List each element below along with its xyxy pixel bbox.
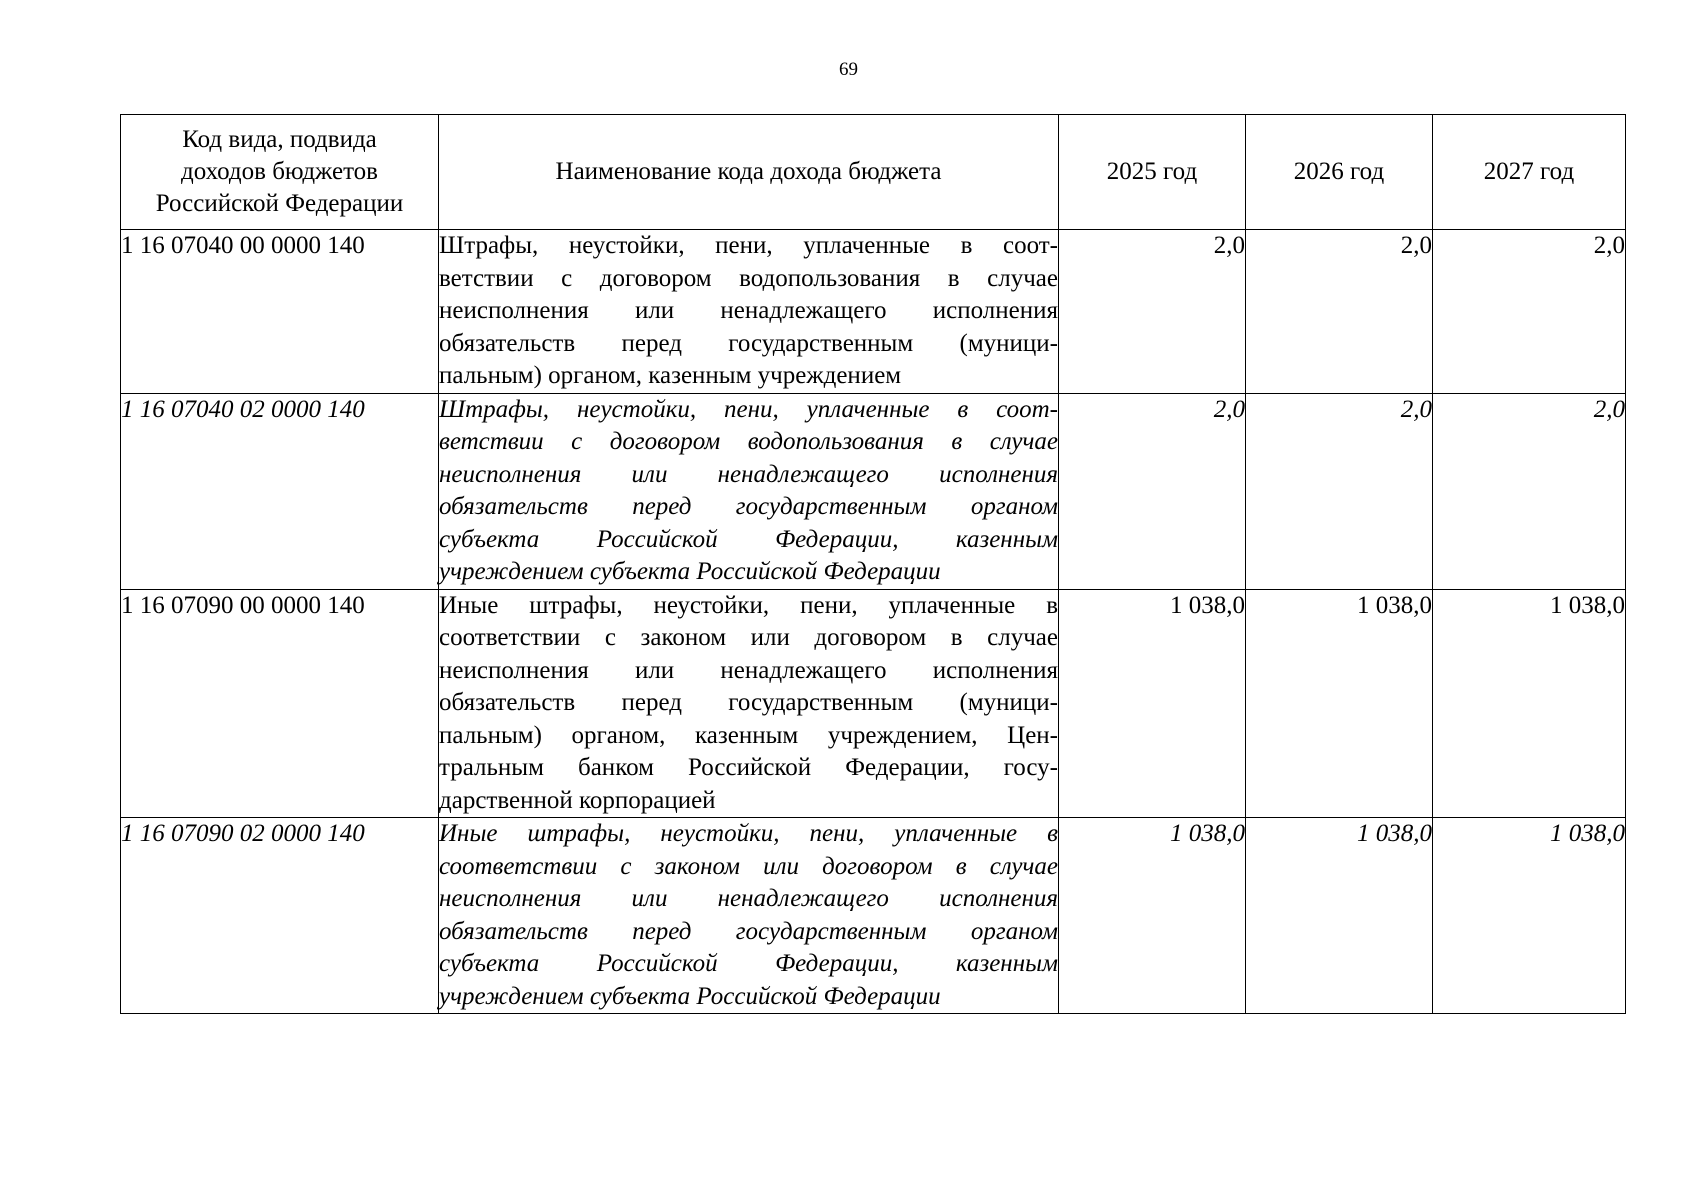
header-code [121, 115, 439, 230]
page-number: 69 [839, 59, 858, 80]
revenue-name-line: Иные штрафы, неустойки, пени, уплаченные в [439, 591, 1058, 619]
header-year-2026: 2026 год [1246, 115, 1433, 230]
table-row [121, 818, 1626, 1014]
revenue-name-line: Штрафы, неустойки, пени, уплаченные в соот- [439, 232, 1058, 259]
amount-y2025-cell: 1 038,0 [1059, 818, 1246, 1014]
revenue-name-line: учреждением субъекта Российской Федерации [439, 558, 941, 585]
revenue-name-line: обязательств перед государственным (муници- [439, 329, 1058, 357]
revenue-name-line: Штрафы, неустойки, пени, уплаченные в соот- [439, 395, 1058, 423]
revenue-name-line: неисполнения или ненадлежащего исполнения [439, 656, 1058, 684]
table-row [121, 589, 1626, 818]
revenue-name-line: ветствии с договором водопользования в случае [439, 264, 1058, 292]
header-name: Наименование кода дохода бюджета [439, 115, 1059, 230]
revenue-code-cell: 1 16 07040 02 0000 140 [121, 393, 439, 589]
header-code-line: Российской Федерации [155, 190, 404, 217]
revenue-name-line: Иные штрафы, неустойки, пени, уплаченные в [439, 820, 1058, 847]
amount-y2027-cell: 1 038,0 [1433, 818, 1626, 1014]
header-year-2027: 2027 год [1433, 115, 1626, 230]
revenue-table [120, 114, 1626, 1014]
amount-y2025-cell: 2,0 [1059, 230, 1246, 394]
revenue-name-cell [439, 230, 1059, 394]
revenue-name-line: обязательств перед государственным органом [439, 493, 1058, 520]
revenue-name-line: пальным) органом, казенным учреждением [439, 362, 902, 389]
revenue-name-line: ветствии с договором водопользования в случае [439, 428, 1058, 455]
revenue-name-line: субъекта Российской Федерации, казенным [439, 950, 1058, 977]
revenue-name-line: соответствии с законом или договором в случае [439, 624, 1058, 651]
revenue-name-line: субъекта Российской Федерации, казенным [439, 525, 1058, 553]
revenue-name-line: учреждением субъекта Российской Федерации [439, 982, 941, 1010]
amount-y2025-cell: 2,0 [1059, 393, 1246, 589]
header-year-2025: 2025 год [1059, 115, 1246, 230]
revenue-name-line: пальным) органом, казенным учреждением, Цен- [439, 721, 1058, 749]
table-row [121, 230, 1626, 394]
amount-y2025-cell: 1 038,0 [1059, 589, 1246, 818]
amount-y2026-cell: 1 038,0 [1246, 589, 1433, 818]
amount-y2027-cell: 1 038,0 [1433, 589, 1626, 818]
table-header-row [121, 115, 1626, 230]
revenue-name-line: обязательств перед государственным органом [439, 917, 1058, 945]
amount-y2026-cell: 2,0 [1246, 230, 1433, 394]
revenue-name-line: соответствии с законом или договором в случае [439, 852, 1058, 880]
header-code-line: доходов бюджетов [181, 158, 378, 185]
amount-y2027-cell: 2,0 [1433, 230, 1626, 394]
table-body [121, 230, 1626, 1014]
table-row [121, 393, 1626, 589]
revenue-name-line: неисполнения или ненадлежащего исполнения [439, 885, 1058, 912]
revenue-name-line: дарственной корпорацией [439, 786, 716, 814]
revenue-name-cell [439, 818, 1059, 1014]
revenue-name-cell [439, 393, 1059, 589]
revenue-name-line: тральным банком Российской Федерации, госу- [439, 754, 1058, 781]
amount-y2026-cell: 2,0 [1246, 393, 1433, 589]
header-code-line: Код вида, подвида [182, 126, 377, 153]
amount-y2026-cell: 1 038,0 [1246, 818, 1433, 1014]
revenue-name-line: неисполнения или ненадлежащего исполнения [439, 297, 1058, 324]
revenue-code-cell: 1 16 07040 00 0000 140 [121, 230, 439, 394]
revenue-name-line: неисполнения или ненадлежащего исполнения [439, 460, 1058, 488]
revenue-name-cell [439, 589, 1059, 818]
revenue-code-cell: 1 16 07090 02 0000 140 [121, 818, 439, 1014]
revenue-code-cell: 1 16 07090 00 0000 140 [121, 589, 439, 818]
amount-y2027-cell: 2,0 [1433, 393, 1626, 589]
revenue-name-line: обязательств перед государственным (муници- [439, 689, 1058, 716]
